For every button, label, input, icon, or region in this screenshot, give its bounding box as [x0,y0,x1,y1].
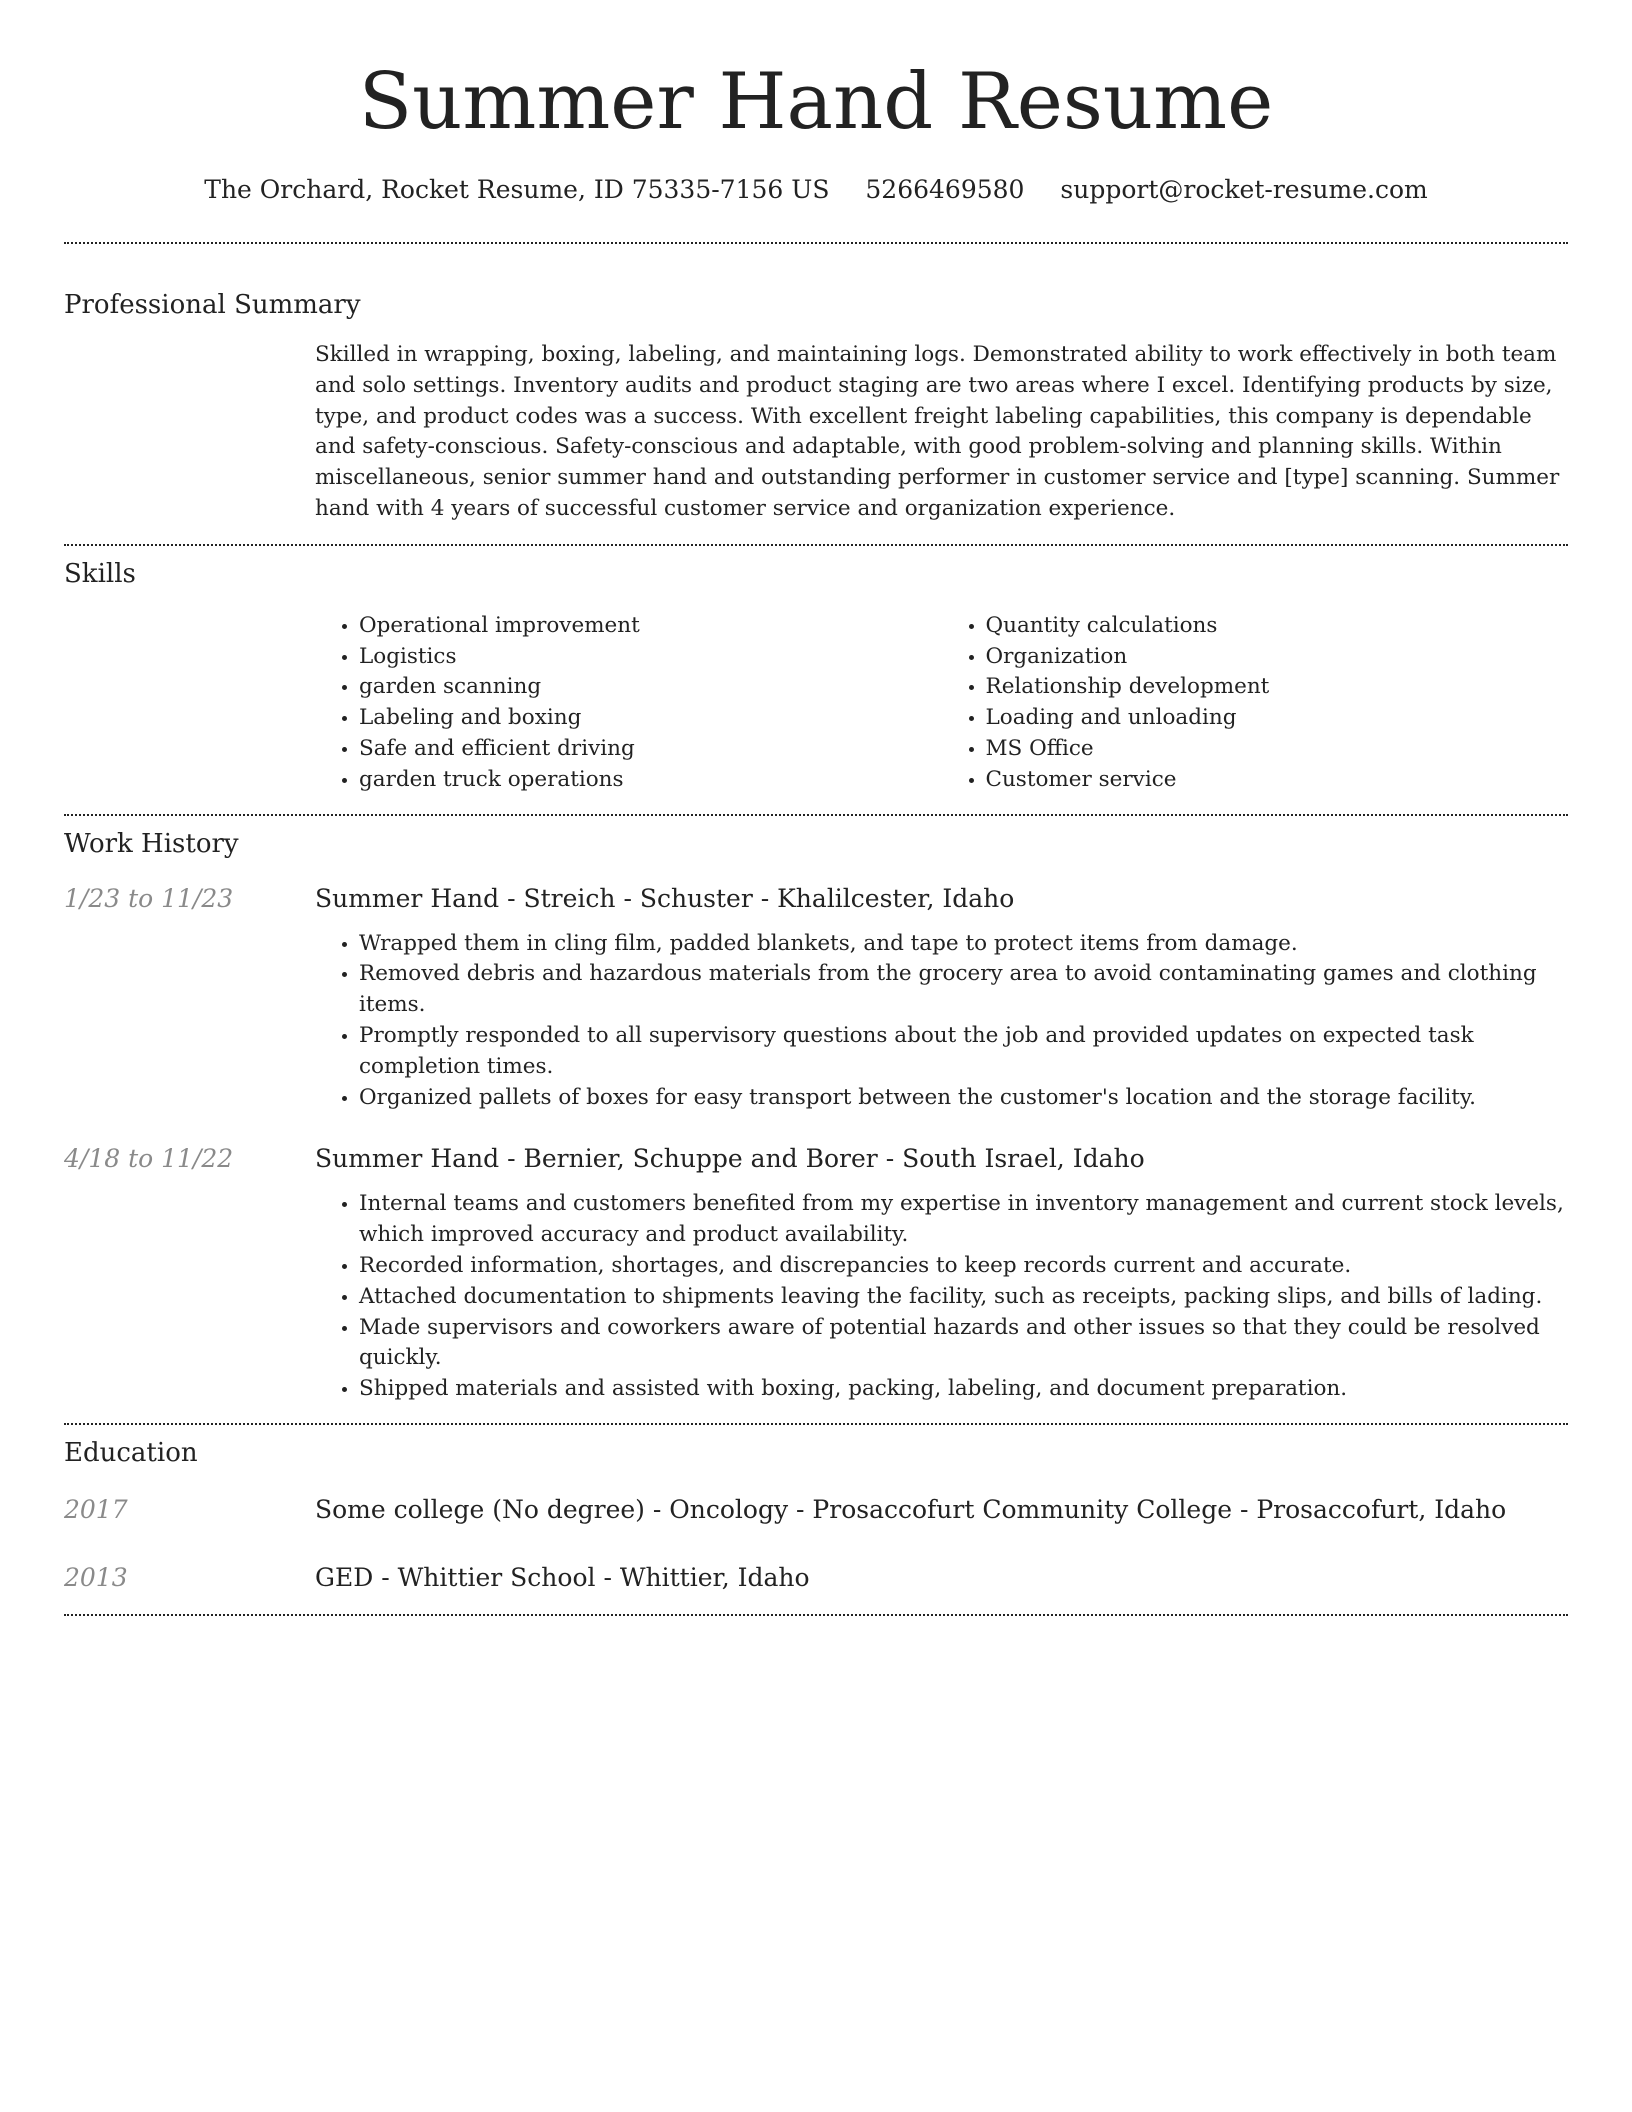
skill-item: • Logistics [359,642,942,673]
contact-phone: 5266469580 [865,175,1025,204]
skills-section [64,557,1568,796]
skill-item: • garden truck operations [359,765,942,796]
job-bullet: • Attached documentation to shipments leaving the facility, such as receipts, packing slips, and bills of lading. [359,1282,1568,1313]
summary-text: Skilled in wrapping, boxing, labeling, and maintaining logs. Demonstrated ability to work effectively in both team and solo settings. Inventory audits and product staging are two areas where I excel. Identifying products by size, type, and product codes was a success. With excellent freight labeling capabilities, this company is dependable and safety-conscious. Safety-conscious and adaptable, with good problem-solving and planning skills. Within miscellaneous, senior summer hand and outstanding performer in customer service and [type] scanning. Summer hand with 4 years of successful customer service and organization experience. [315,342,1560,521]
education-year: 2017 [64,1494,128,1524]
job-bullet: • Made supervisors and coworkers aware of potential hazards and other issues so that they could be resolved quickly. [359,1313,1568,1375]
resume-name: Summer Hand Resume [358,57,1274,147]
divider [64,814,1568,816]
skill-item: • Organization [986,642,1569,673]
job-bullet: • Removed debris and hazardous materials from the grocery area to avoid contaminating games and clothing items. [359,959,1568,1021]
work-section [64,827,1568,1405]
education-entry [64,1494,1568,1526]
job-bullets [315,929,1568,1114]
job-bullet: • Promptly responded to all supervisory questions about the job and provided updates on expected task completion times. [359,1021,1568,1083]
skill-item: • Quantity calculations [986,611,1569,642]
education-year: 2013 [64,1562,128,1592]
divider [64,544,1568,546]
contact-address: The Orchard, Rocket Resume, ID 75335-7156 US [204,175,830,204]
job-dates: 4/18 to 11/22 [64,1144,234,1174]
job-dates: 1/23 to 11/23 [64,883,234,913]
skill-item: • MS Office [986,734,1569,765]
resume-page [64,0,1568,1616]
section-title-summary: Professional Summary [64,290,361,320]
section-title-skills: Skills [64,558,136,589]
education-title: Some college (No degree) - Oncology - Prosaccofurt Community College - Prosaccofurt, Idaho [315,1494,1507,1524]
skill-item: • Labeling and boxing [359,703,942,734]
job-bullet: • Internal teams and customers benefited from my expertise in inventory management and current stock levels, which improved accuracy and product availability. [359,1189,1568,1251]
job-bullet: • Organized pallets of boxes for easy transport between the customer's location and the storage facility. [359,1083,1568,1114]
skills-list-right [942,611,1569,796]
job-title: Summer Hand - Streich - Schuster - Khalilcester, Idaho [315,883,1015,913]
education-section [64,1436,1568,1594]
skill-item: • Safe and efficient driving [359,734,942,765]
section-title-education: Education [64,1437,198,1468]
section-title-work: Work History [64,828,239,859]
summary-section [64,288,1568,525]
job-entry [64,883,1568,1114]
skill-item: • Customer service [986,765,1569,796]
skill-item: • Loading and unloading [986,703,1569,734]
job-entry [64,1143,1568,1405]
job-bullet: • Shipped materials and assisted with boxing, packing, labeling, and document preparation. [359,1374,1568,1405]
job-bullet: • Wrapped them in cling film, padded blankets, and tape to protect items from damage. [359,929,1568,960]
skill-item: • Relationship development [986,672,1569,703]
skill-item: • Operational improvement [359,611,942,642]
job-bullets [315,1189,1568,1405]
contact-line [64,172,1568,208]
divider [64,1423,1568,1425]
divider [64,242,1568,244]
job-title: Summer Hand - Bernier, Schuppe and Borer - South Israel, Idaho [315,1144,1145,1174]
skills-list-left [315,611,942,796]
contact-email: support@rocket-resume.com [1060,175,1428,204]
education-entry [64,1562,1568,1594]
education-title: GED - Whittier School - Whittier, Idaho [315,1562,810,1592]
job-bullet: • Recorded information, shortages, and discrepancies to keep records current and accurate. [359,1251,1568,1282]
divider [64,1614,1568,1616]
skills-grid [315,611,1568,796]
skill-item: • garden scanning [359,672,942,703]
